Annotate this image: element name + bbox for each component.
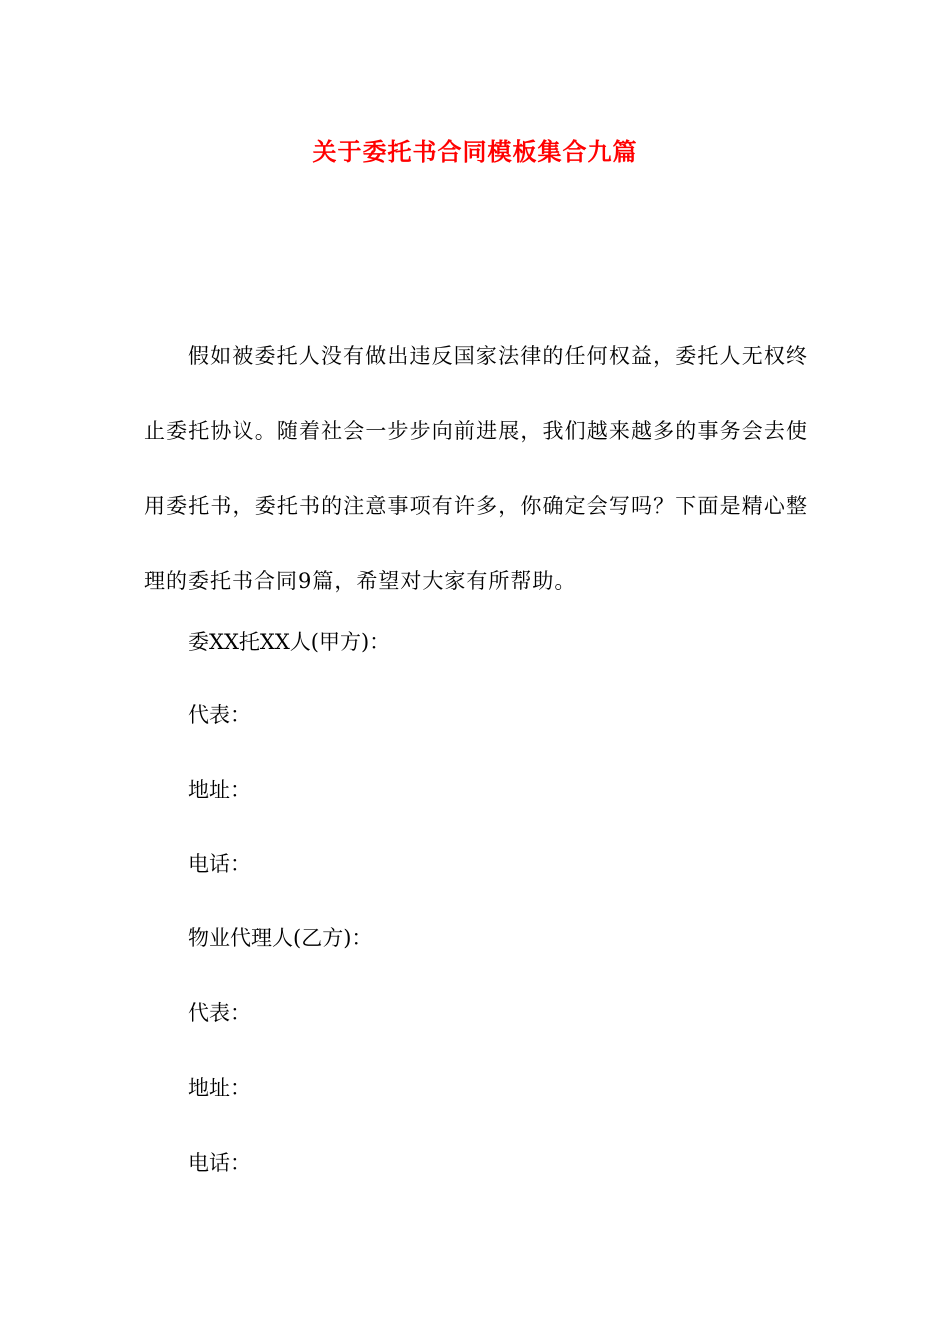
agent-representative-field: 代表： (188, 1001, 251, 1025)
intro-paragraph: 假如被委托人没有做出违反国家法律的任何权益，委托人无权终止委托协议。随着社会一步步向前进展，我们越来越多的事务会去使用委托书，委托书的注意事项有许多，你确定会写吗？下面是精心整理的委托书合同9篇，希望对大家有所帮助。 (144, 344, 808, 593)
principal-representative-field: 代表： (188, 703, 251, 727)
agent-phone-field: 电话： (188, 1151, 251, 1175)
agent-field: 物业代理人(乙方)： (188, 926, 373, 950)
principal-address-field: 地址： (188, 778, 251, 802)
principal-phone-field: 电话： (188, 852, 251, 876)
principal-field: 委XX托XX人(甲方)： (188, 630, 391, 654)
agent-address-field: 地址： (188, 1076, 251, 1100)
document-title: 关于委托书合同模板集合九篇 (312, 138, 638, 166)
